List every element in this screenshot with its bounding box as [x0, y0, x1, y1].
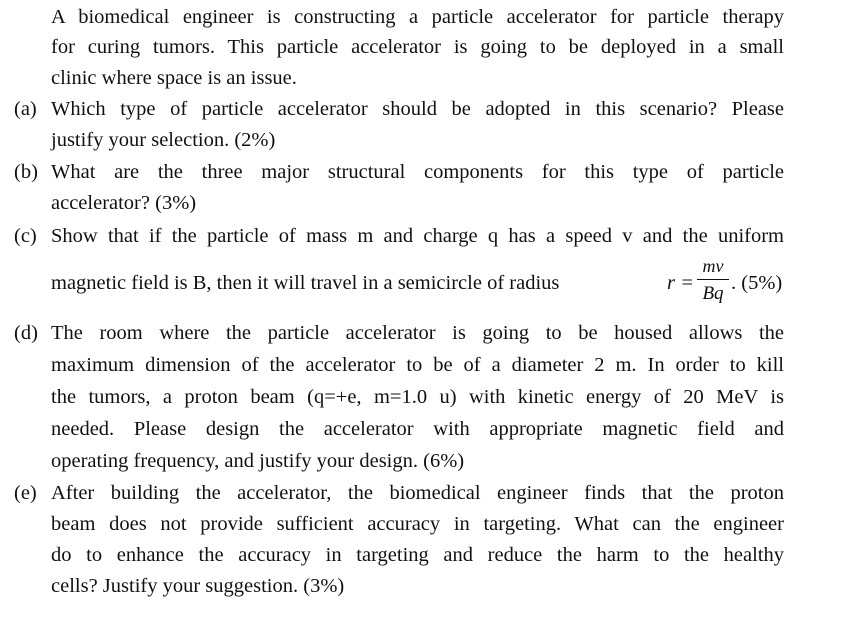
- question-a-line-2: justify your selection. (2%): [51, 129, 276, 151]
- question-d-line-3: the tumors, a proton beam (q=+e, m=1.0 u) with kinetic energy of 20 MeV is: [51, 386, 784, 408]
- question-e-line-2: beam does not provide sufficient accuracy in targeting. What can the engineer: [51, 513, 784, 535]
- question-c-label: (c): [14, 225, 37, 247]
- formula-denominator: Bq: [702, 283, 724, 304]
- formula-numerator: mv: [702, 256, 724, 276]
- question-e-label: (e): [14, 482, 37, 504]
- intro-line-1: A biomedical engineer is constructing a particle accelerator for particle therapy: [51, 6, 784, 28]
- formula-fraction-bar: [697, 279, 729, 280]
- formula-suffix: . (5%): [731, 272, 783, 294]
- intro-line-2: for curing tumors. This particle accelerator is going to be deployed in a small: [51, 36, 784, 58]
- question-e-line-3: do to enhance the accuracy in targeting and reduce the harm to the healthy: [51, 544, 784, 566]
- formula-lhs: r =: [667, 272, 694, 294]
- question-a-label: (a): [14, 98, 37, 120]
- question-d-line-5: operating frequency, and justify your design. (6%): [51, 450, 465, 472]
- question-e-line-1: After building the accelerator, the biomedical engineer finds that the proton: [51, 482, 784, 504]
- question-d-line-1: The room where the particle accelerator is going to be housed allows the: [51, 322, 784, 344]
- question-b-line-2: accelerator? (3%): [51, 192, 197, 214]
- question-d-line-4: needed. Please design the accelerator with appropriate magnetic field and: [51, 418, 784, 440]
- intro-line-3: clinic where space is an issue.: [51, 67, 297, 89]
- question-e-line-4: cells? Justify your suggestion. (3%): [51, 575, 345, 597]
- question-b-label: (b): [14, 161, 38, 183]
- question-c-line-2: magnetic field is B, then it will travel in a semicircle of radius: [51, 272, 560, 294]
- question-d-line-2: maximum dimension of the accelerator to be of a diameter 2 m. In order to kill: [51, 354, 784, 376]
- question-c-line-1: Show that if the particle of mass m and charge q has a speed v and the uniform: [51, 225, 784, 247]
- question-d-label: (d): [14, 322, 38, 344]
- question-b-line-1: What are the three major structural components for this type of particle: [51, 161, 784, 183]
- question-a-line-1: Which type of particle accelerator should be adopted in this scenario? Please: [51, 98, 784, 120]
